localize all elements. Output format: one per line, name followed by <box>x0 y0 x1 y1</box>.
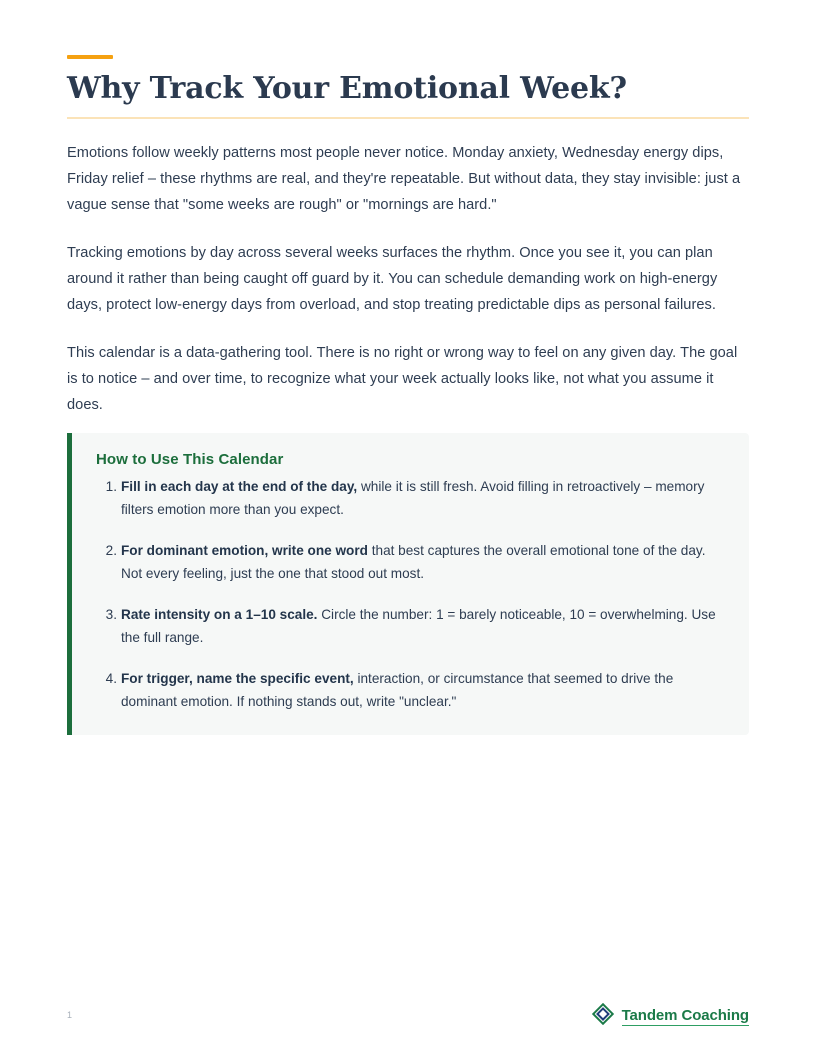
step-rest: interaction, or circumstance that seemed to drive the dominant emotion. If nothing stands out, write "unclear." <box>121 671 674 709</box>
brand-name: Tandem Coaching <box>621 1007 749 1024</box>
body-paragraph-2: Tracking emotions by day across several weeks surfaces the rhythm. Once you see it, you can plan around it rather than being caught off guard by it. You can schedule demanding work on high-energy days, protect low-energy days from overload, and stop treating predictable dips as personal failures. <box>67 245 718 313</box>
step-rest: that best captures the overall emotional tone of the day. Not every feeling, just the one that stood out most. <box>121 543 706 581</box>
step-lead: For trigger, name the specific event, <box>121 671 354 686</box>
body-paragraph-1: Emotions follow weekly patterns most people never notice. Monday anxiety, Wednesday energy dips, Friday relief – these rhythms are real, and they're repeatable. But without data, they stay invisible: just a vague sense that "some weeks are rough" or "mornings are hard." <box>67 145 741 213</box>
callout-step-list <box>96 476 719 713</box>
body-paragraph-3: This calendar is a data-gathering tool. There is no right or wrong way to feel on any given day. The goal is to notice – and over time, to recognize what your week actually looks like, not what you assume it does. <box>67 345 738 413</box>
step-rest: while it is still fresh. Avoid filling in retroactively – memory filters emotion more than you expect. <box>121 479 705 517</box>
body-copy <box>67 140 749 440</box>
page-number: 1 <box>67 1010 73 1020</box>
title-divider-rule <box>67 117 749 119</box>
step-lead: For dominant emotion, write one word <box>121 543 368 558</box>
step-rest: Circle the number: 1 = barely noticeable, 10 = overwhelming. Use the full range. <box>121 607 716 645</box>
how-to-use-callout <box>67 433 749 735</box>
brand-footer <box>592 1003 749 1030</box>
step-lead: Fill in each day at the end of the day, <box>121 479 358 494</box>
list-item <box>96 604 719 649</box>
tandem-diamond-logo-icon <box>592 1003 614 1030</box>
list-item <box>96 668 719 713</box>
callout-title: How to Use This Calendar <box>96 451 284 468</box>
title-accent-bar <box>67 55 113 59</box>
list-item <box>96 540 719 585</box>
step-lead: Rate intensity on a 1–10 scale. <box>121 607 318 622</box>
page-title: Why Track Your Emotional Week? <box>67 71 627 106</box>
list-item <box>96 476 719 521</box>
